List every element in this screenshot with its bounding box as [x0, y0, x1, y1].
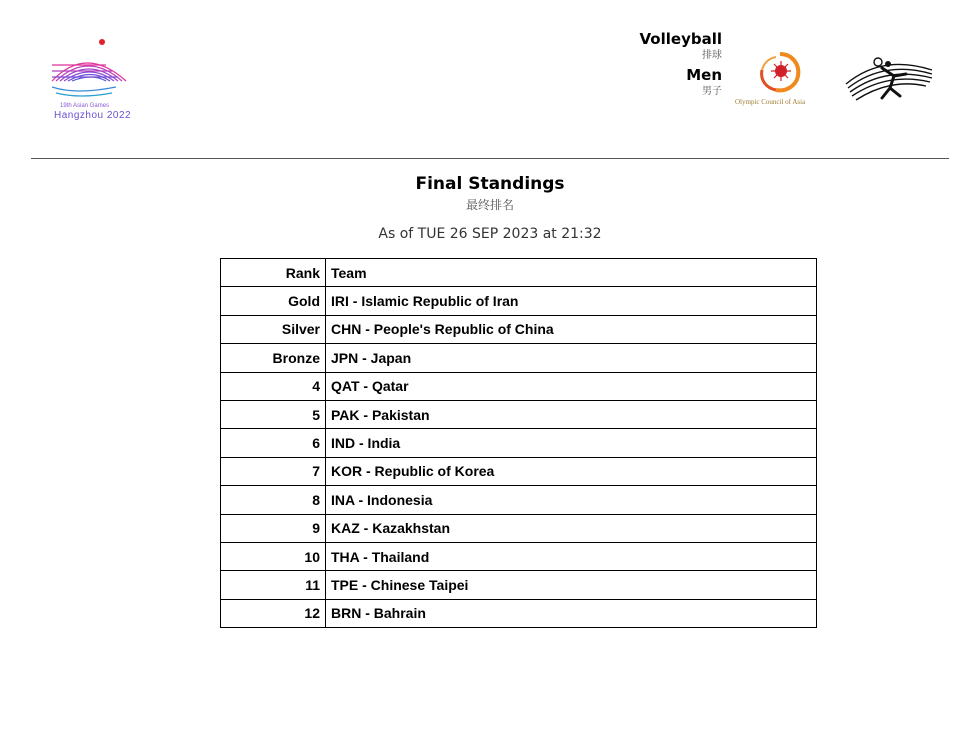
team-cell: PAK - Pakistan	[326, 400, 817, 428]
table-row	[221, 372, 817, 400]
sport-name: Volleyball	[639, 30, 722, 48]
page-title: Final Standings	[415, 174, 565, 194]
oca-logo	[756, 50, 804, 96]
rank-cell: 8	[221, 486, 326, 514]
sport-name-cn: 排球	[702, 50, 722, 61]
table-row	[221, 457, 817, 485]
event-name-cn: 男子	[702, 86, 722, 97]
page-title-cn: 最终排名	[465, 198, 514, 212]
header-divider	[31, 158, 949, 159]
table-row	[221, 571, 817, 599]
table-row	[221, 315, 817, 343]
column-header-rank: Rank	[221, 259, 326, 287]
team-cell: IND - India	[326, 429, 817, 457]
rank-cell: 4	[221, 372, 326, 400]
games-logo-caption: 19th Asian Games	[60, 103, 110, 109]
team-cell: KAZ - Kazakhstan	[326, 514, 817, 542]
team-cell: INA - Indonesia	[326, 486, 817, 514]
games-logo-city: Hangzhou 2022	[54, 110, 132, 121]
team-cell: IRI - Islamic Republic of Iran	[326, 287, 817, 315]
team-cell: JPN - Japan	[326, 344, 817, 372]
rank-cell: 10	[221, 542, 326, 570]
rank-cell: Silver	[221, 315, 326, 343]
table-row	[221, 514, 817, 542]
table-row	[221, 400, 817, 428]
table-row	[221, 429, 817, 457]
table-row	[221, 486, 817, 514]
table-row	[221, 542, 817, 570]
standings-table	[220, 258, 817, 628]
rank-cell: 11	[221, 571, 326, 599]
team-cell: THA - Thailand	[326, 542, 817, 570]
rank-cell: Bronze	[221, 344, 326, 372]
rank-cell: 9	[221, 514, 326, 542]
volleyball-pictogram-icon	[842, 54, 936, 102]
table-header-row	[221, 259, 817, 287]
rank-cell: Gold	[221, 287, 326, 315]
team-cell: QAT - Qatar	[326, 372, 817, 400]
rank-cell: 12	[221, 599, 326, 627]
rank-cell: 6	[221, 429, 326, 457]
team-cell: KOR - Republic of Korea	[326, 457, 817, 485]
table-row	[221, 344, 817, 372]
event-name: Men	[686, 66, 722, 84]
rank-cell: 7	[221, 457, 326, 485]
team-cell: CHN - People's Republic of China	[326, 315, 817, 343]
team-cell: BRN - Bahrain	[326, 599, 817, 627]
column-header-team: Team	[326, 259, 817, 287]
table-row	[221, 287, 817, 315]
rank-cell: 5	[221, 400, 326, 428]
event-header	[640, 29, 722, 99]
oca-caption: Olympic Council of Asia	[735, 98, 806, 106]
timestamp: As of TUE 26 SEP 2023 at 21:32	[378, 226, 602, 242]
team-cell: TPE - Chinese Taipei	[326, 571, 817, 599]
table-row	[221, 599, 817, 627]
